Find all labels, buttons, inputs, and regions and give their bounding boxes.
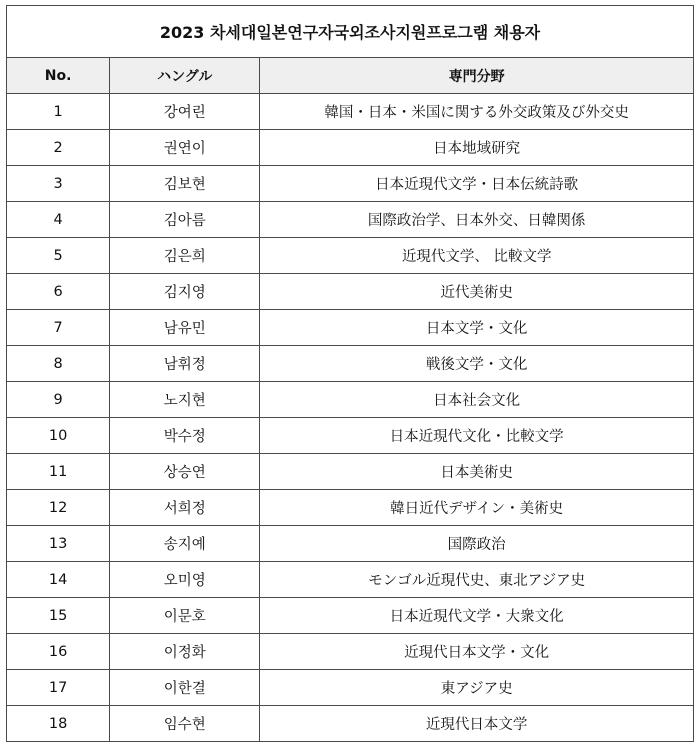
row-name: 서희정 <box>110 490 260 526</box>
row-number: 11 <box>7 454 110 490</box>
table-row <box>7 634 694 670</box>
row-field: 東アジア史 <box>260 670 694 706</box>
row-field: 韓国・日本・米国に関する外交政策及び外交史 <box>260 94 694 130</box>
table-row <box>7 670 694 706</box>
table-title: 2023 차세대일본연구자국외조사지원프로그램 채용자 <box>7 6 694 58</box>
row-number: 12 <box>7 490 110 526</box>
row-name: 강여린 <box>110 94 260 130</box>
row-field: 近現代文学、 比較文学 <box>260 238 694 274</box>
row-name: 임수현 <box>110 706 260 742</box>
row-field: 国際政治学、日本外交、日韓関係 <box>260 202 694 238</box>
table-row <box>7 166 694 202</box>
row-number: 3 <box>7 166 110 202</box>
row-field: 日本美術史 <box>260 454 694 490</box>
table-row <box>7 382 694 418</box>
row-field: 近現代日本文学 <box>260 706 694 742</box>
row-field: 日本文学・文化 <box>260 310 694 346</box>
table-row <box>7 238 694 274</box>
table-row <box>7 94 694 130</box>
table-row <box>7 130 694 166</box>
row-field: 日本社会文化 <box>260 382 694 418</box>
row-number: 8 <box>7 346 110 382</box>
table-row <box>7 598 694 634</box>
table-row <box>7 454 694 490</box>
row-name: 박수정 <box>110 418 260 454</box>
row-field: モンゴル近現代史、東北アジア史 <box>260 562 694 598</box>
row-field: 日本地域研究 <box>260 130 694 166</box>
row-number: 5 <box>7 238 110 274</box>
row-number: 15 <box>7 598 110 634</box>
column-header-no: No. <box>7 58 110 94</box>
table-row <box>7 526 694 562</box>
column-header-field: 専門分野 <box>260 58 694 94</box>
row-number: 6 <box>7 274 110 310</box>
row-field: 近代美術史 <box>260 274 694 310</box>
row-name: 이정화 <box>110 634 260 670</box>
title-row <box>7 6 694 58</box>
row-number: 10 <box>7 418 110 454</box>
row-name: 권연이 <box>110 130 260 166</box>
row-name: 김은희 <box>110 238 260 274</box>
row-name: 이문호 <box>110 598 260 634</box>
table-row <box>7 418 694 454</box>
row-number: 18 <box>7 706 110 742</box>
column-header-name: ハングル <box>110 58 260 94</box>
row-field: 日本近現代文学・日本伝統詩歌 <box>260 166 694 202</box>
row-name: 노지현 <box>110 382 260 418</box>
row-name: 오미영 <box>110 562 260 598</box>
row-number: 7 <box>7 310 110 346</box>
row-number: 13 <box>7 526 110 562</box>
row-name: 남휘정 <box>110 346 260 382</box>
row-field: 日本近現代文化・比較文学 <box>260 418 694 454</box>
table-row <box>7 346 694 382</box>
table-row <box>7 490 694 526</box>
table-row <box>7 706 694 742</box>
row-name: 김보현 <box>110 166 260 202</box>
row-number: 17 <box>7 670 110 706</box>
row-number: 1 <box>7 94 110 130</box>
row-name: 상승연 <box>110 454 260 490</box>
row-number: 14 <box>7 562 110 598</box>
row-field: 日本近現代文学・大衆文化 <box>260 598 694 634</box>
row-number: 9 <box>7 382 110 418</box>
table-row <box>7 562 694 598</box>
header-row <box>7 58 694 94</box>
row-field: 近現代日本文学・文化 <box>260 634 694 670</box>
row-name: 김아름 <box>110 202 260 238</box>
row-number: 16 <box>7 634 110 670</box>
row-name: 송지예 <box>110 526 260 562</box>
row-name: 김지영 <box>110 274 260 310</box>
row-number: 4 <box>7 202 110 238</box>
row-name: 남유민 <box>110 310 260 346</box>
recipients-table <box>6 5 694 742</box>
table-row <box>7 310 694 346</box>
row-number: 2 <box>7 130 110 166</box>
row-name: 이한결 <box>110 670 260 706</box>
row-field: 戦後文学・文化 <box>260 346 694 382</box>
row-field: 韓日近代デザイン・美術史 <box>260 490 694 526</box>
table-row <box>7 274 694 310</box>
table-row <box>7 202 694 238</box>
row-field: 国際政治 <box>260 526 694 562</box>
